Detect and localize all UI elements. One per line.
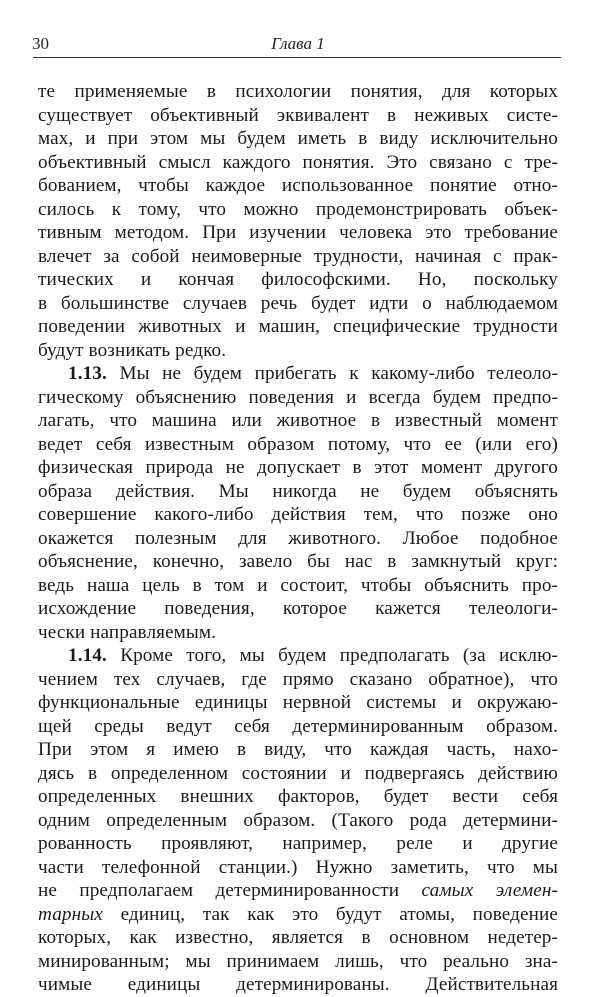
text-line: объективный смысл каждого понятия. Это связано с тре-: [38, 151, 558, 173]
text-line: части телефонной станции.) Нужно заметить, что мы: [38, 856, 558, 878]
text-line: существует объективный эквивалент в неживых систе-: [38, 104, 558, 126]
text-line: щей среды ведут себя детерминированным образом.: [38, 715, 558, 737]
text-line: гическому объяснению поведения и всегда будем предпо-: [38, 386, 558, 408]
text-line: тивным методом. При изучении человека это требование: [38, 222, 558, 243]
text-line: будут возникать редко.: [38, 339, 227, 361]
text-line: лагать, что машина или животное в известный момент: [38, 410, 558, 431]
text-line: При этом я имею в виду, что каждая часть, нахо-: [38, 739, 558, 760]
text-line: определенных внешних факторов, будет вести себя: [38, 786, 558, 807]
text-line: чением тех случаев, где прямо сказано обратное), что: [38, 668, 558, 690]
section-1-13: [38, 362, 558, 644]
text-line: минированным; мы принимаем лишь, что реально зна-: [38, 950, 558, 972]
text-line: мах, и при этом мы будем иметь в виду исключительно: [38, 128, 558, 149]
page-number: 30: [32, 34, 49, 53]
text-span: не предполагаем детерминированности: [38, 880, 422, 901]
text-line: окажется полезным для животного. Любое подобное: [38, 527, 558, 549]
running-head: [32, 34, 558, 56]
text-line: тических и кончая философскими. Но, поскольку: [38, 269, 558, 290]
text-line: дясь в определенном состоянии и подвергаясь действию: [38, 762, 558, 784]
section-first-line-text: Кроме того, мы будем предполагать (за исклю-: [120, 645, 558, 666]
section-number: 1.13.: [68, 363, 107, 384]
body-text: [38, 80, 558, 997]
paragraph-continued: [38, 80, 558, 362]
text-line: ведет себя известным образом потому, что ее (или его): [38, 433, 558, 455]
text-line: которых, как известно, является в основном недетер-: [38, 927, 558, 948]
text-line: влечет за собой неимоверные трудности, начиная с прак-: [38, 245, 558, 267]
text-line: рованность проявляют, например, реле и другие: [38, 833, 558, 854]
text-line: в большинстве случаев речь будет идти о наблюдаемом: [38, 292, 558, 314]
text-line: исхождение поведения, которое кажется телеологи-: [38, 598, 558, 619]
text-line: физическая природа не допускает в этот момент другого: [38, 457, 558, 478]
italic-emphasis: тарных: [38, 903, 103, 925]
text-line: ведь наша цель в том и состоит, чтобы объяснить про-: [38, 574, 558, 596]
text-line-with-emphasis: [38, 879, 558, 903]
text-line: те применяемые в психологии понятия, для которых: [38, 81, 558, 102]
text-line-with-emphasis: [38, 903, 558, 927]
text-line: чимые единицы детерминированы. Действительная: [38, 974, 558, 995]
text-line: функциональные единицы нервной системы и окружаю-: [38, 692, 558, 713]
text-line: совершение какого-либо действия тем, что позже оно: [38, 504, 558, 525]
section-first-line-text: Мы не будем прибегать к какому-либо телеоло-: [119, 363, 558, 384]
text-line: поведении животных и машин, специфические трудности: [38, 316, 558, 337]
section-first-line: [38, 644, 558, 668]
text-line: чески направляемым.: [38, 621, 217, 643]
text-line: одним определенным образом. (Такого рода детермини-: [38, 809, 558, 831]
text-line: объяснение, конечно, завело бы нас в замкнутый круг:: [38, 551, 558, 572]
text-line: бованием, чтобы каждое использованное понятие отно-: [38, 175, 558, 196]
section-number: 1.14.: [68, 645, 107, 666]
text-line: силось к тому, что можно продемонстрировать объек-: [38, 198, 558, 220]
text-line: образа действия. Мы никогда не будем объяснять: [38, 480, 558, 502]
section-first-line: [38, 362, 558, 386]
italic-emphasis: самых элемен-: [421, 880, 558, 901]
header-rule: [33, 57, 561, 58]
book-page: [32, 34, 558, 995]
chapter-title: Глава 1: [271, 34, 325, 53]
section-1-14: [38, 644, 558, 997]
text-span: единиц, так как это будут атомы, поведение: [102, 903, 558, 925]
